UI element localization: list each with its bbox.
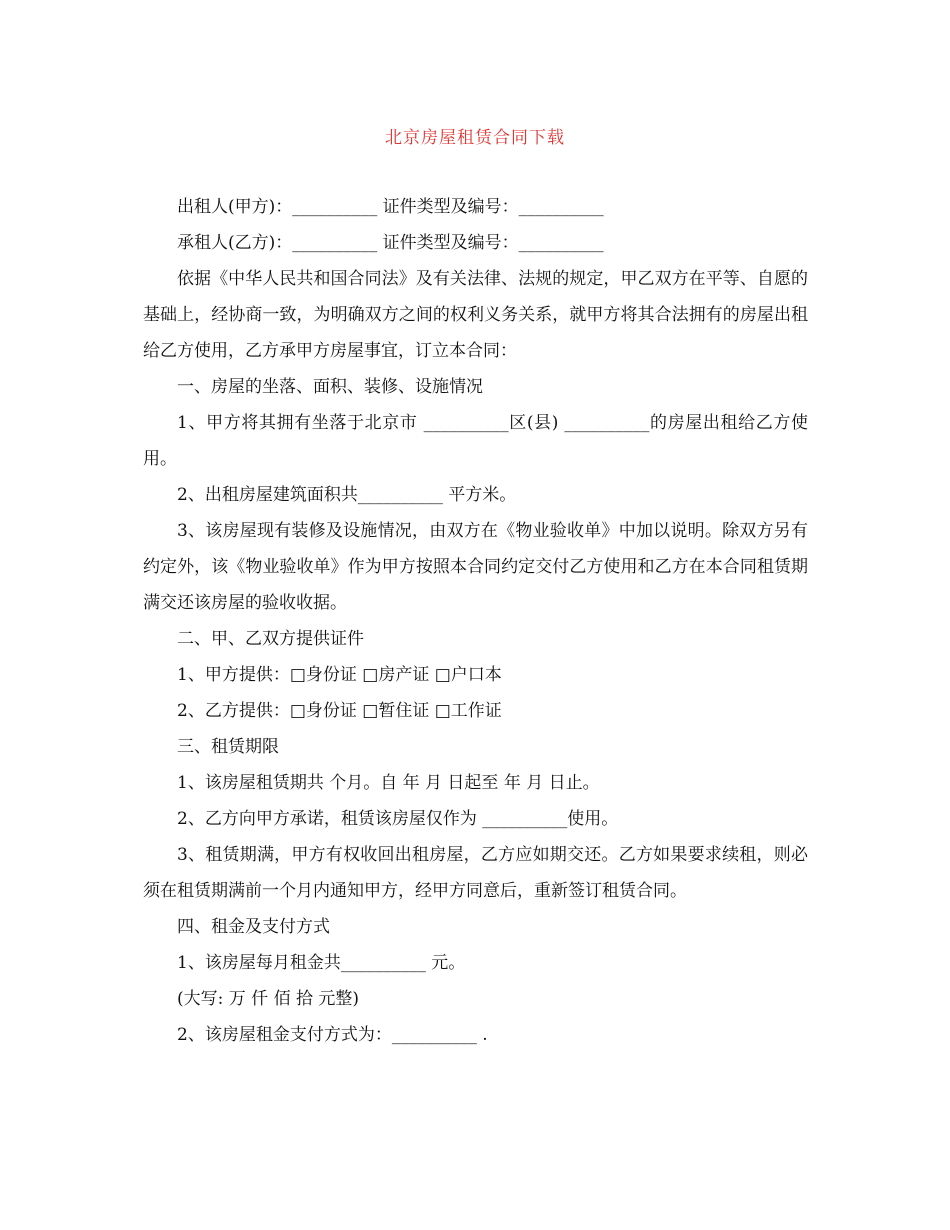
section-heading-4: 四、租金及支付方式 [177, 917, 330, 937]
section-heading-2: 二、甲、乙双方提供证件 [177, 629, 364, 649]
clause-1-3: 3、该房屋现有装修及设施情况，由双方在《物业验收单》中加以说明。除双方另有约定外，该《物业验收单》作为甲方按照本合同约定交付乙方使用和乙方在本合同租赁期满交还该房屋的验收收据。 [143, 521, 808, 613]
clause-3-3: 3、租赁期满，甲方有权收回出租房屋，乙方应如期交还。乙方如果要求续租，则必须在租赁期满前一个月内通知甲方，经甲方同意后，重新签订租赁合同。 [143, 845, 808, 901]
section-heading-3: 三、租赁期限 [177, 737, 279, 757]
preamble-paragraph: 依据《中华人民共和国合同法》及有关法律、法规的规定，甲乙双方在平等、自愿的基础上，经协商一致，为明确双方之间的权利义务关系，就甲方将其合法拥有的房屋出租给乙方使用，乙方承甲方房屋事宜，订立本合同： [143, 269, 808, 361]
clause-3-2: 2、乙方向甲方承诺，租赁该房屋仅作为 __________使用。 [177, 809, 619, 829]
lessee-line: 承租人(乙方)：__________ 证件类型及编号：__________ [177, 233, 604, 253]
clause-4-1-capital: (大写: 万 仟 佰 拾 元整) [177, 989, 360, 1009]
clause-1-1: 1、甲方将其拥有坐落于北京市 __________区(县) __________的房屋出租给乙方使用。 [143, 413, 808, 469]
document-title: 北京房屋租赁合同下载 [385, 128, 565, 148]
clause-4-1: 1、该房屋每月租金共__________ 元。 [177, 953, 466, 973]
clause-4-2: 2、该房屋租金支付方式为：__________ . [177, 1025, 488, 1045]
clause-3-1: 1、该房屋租赁期共 个月。自 年 月 日起至 年 月 日止。 [177, 773, 600, 793]
document-body [143, 189, 808, 1053]
clause-2-2: 2、乙方提供：□身份证 □暂住证 □工作证 [177, 701, 502, 721]
clause-2-1: 1、甲方提供：□身份证 □房产证 □户口本 [177, 665, 502, 685]
clause-1-2: 2、出租房屋建筑面积共__________ 平方米。 [177, 485, 517, 505]
section-heading-1: 一、房屋的坐落、面积、装修、设施情况 [177, 377, 483, 397]
lessor-line: 出租人(甲方)：__________ 证件类型及编号：__________ [177, 197, 604, 217]
